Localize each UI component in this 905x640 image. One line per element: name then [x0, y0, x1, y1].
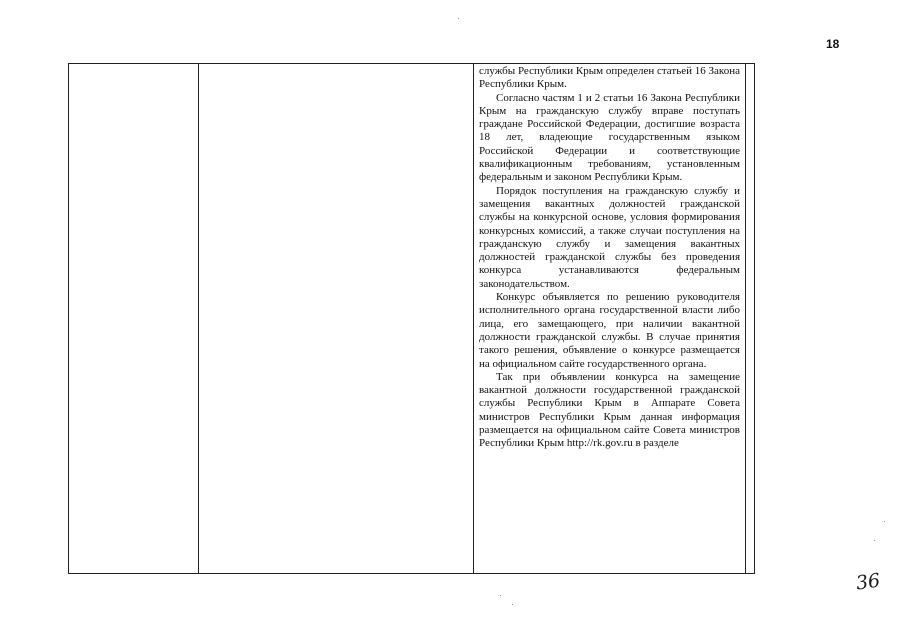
scan-speck [500, 595, 501, 596]
paragraph-continuation: службы Республики Крым определен статьей 16 Закона Республики Крым. [479, 65, 740, 91]
scan-speck [458, 18, 459, 19]
paragraph-website-publication: Так при объявлении конкурса на замещение вакантной должности государственной гражданской службы Республики Крым в Аппарате Совета министров Республики Крым данная информация размещается на официальном сайте Совета министров Республики Крым http://rk.gov.ru в разделе [479, 370, 740, 450]
document-table [68, 63, 755, 574]
paragraph-admission-procedure: Порядок поступления на гражданскую службу и замещения вакантных должностей гражданской службы на конкурсной основе, условия формирования конкурсных комиссий, а также случаи поступления на гражданскую службу и замещения вакантных должностей гражданской службы без проведения конкурса устанавливаются федеральным законодательством. [479, 184, 740, 290]
table-cell-empty-1 [69, 64, 199, 574]
scan-speck [512, 604, 513, 605]
scan-speck [874, 540, 875, 541]
table-cell-empty-2 [199, 64, 474, 574]
table-cell-empty-4 [746, 64, 755, 574]
page-number: 18 [826, 37, 840, 51]
paragraph-competition-announcement: Конкурс объявляется по решению руководителя исполнительного органа государственной власти либо лица, его замещающего, при наличии вакантной должности гражданской службы. В случае принятия такого решения, объявление о конкурсе размещается на официальном сайте государственного органа. [479, 291, 740, 370]
handwritten-sheet-number: 36 [854, 569, 882, 595]
table-row [69, 64, 755, 574]
scan-speck [884, 521, 885, 522]
table-cell-text [474, 64, 746, 574]
paragraph-admission-requirements: Согласно частям 1 и 2 статьи 16 Закона Республики Крым на гражданскую службу вправе поступать граждане Российской Федерации, достигшие возраста 18 лет, владеющие государственным языком Российской Федерации и соответствующие квалификационным требованиям, установленным федеральным и законом Республики Крым. [479, 91, 740, 184]
